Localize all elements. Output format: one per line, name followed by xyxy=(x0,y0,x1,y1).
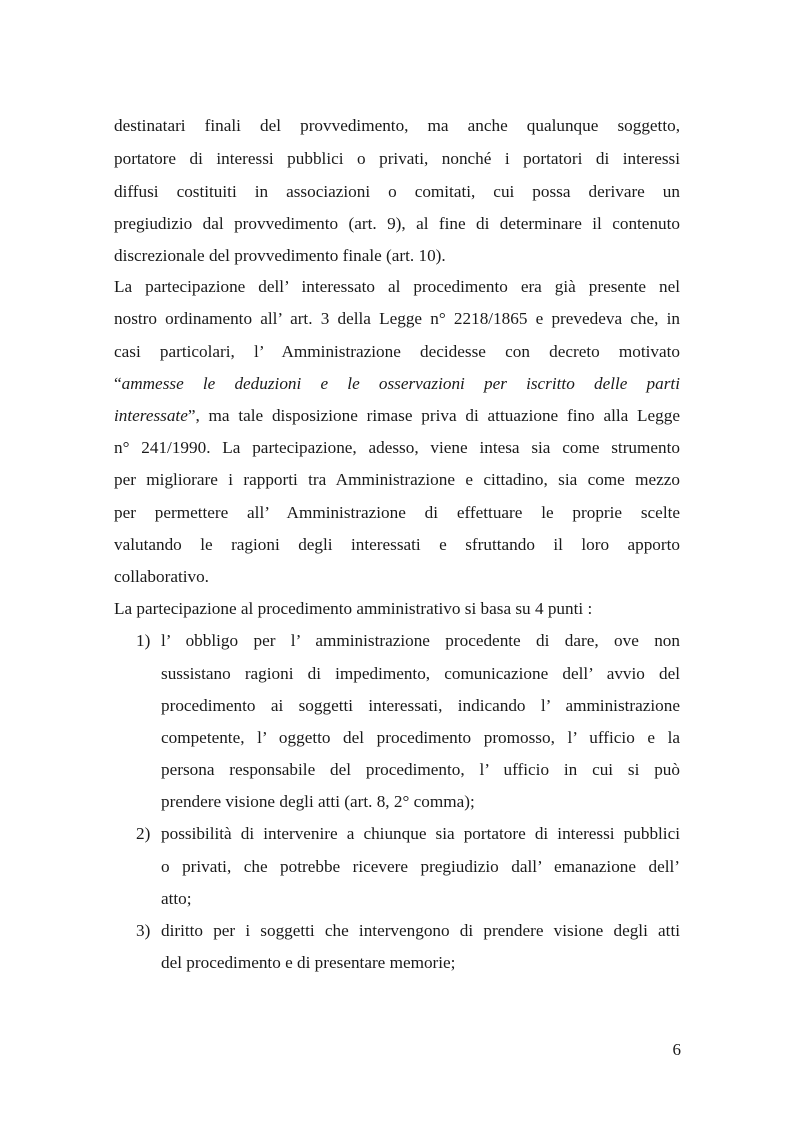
paragraph-line: n° 241/1990. La partecipazione, adesso, viene intesa sia come strumento xyxy=(114,438,680,457)
paragraph-line: La partecipazione dell’ interessato al procedimento era già presente nel xyxy=(114,277,680,296)
italic-quotation: ammesse le deduzioni e le osservazioni per iscritto delle parti xyxy=(121,374,680,393)
paragraph-line: per permettere all’ Amministrazione di effettuare le proprie scelte xyxy=(114,503,680,522)
list-item xyxy=(136,631,680,651)
paragraph-line: diffusi costituiti in associazioni o comitati, cui possa derivare un xyxy=(114,182,680,201)
paragraph-line xyxy=(114,374,680,394)
list-item-line: competente, l’ oggetto del procedimento promosso, l’ ufficio e la xyxy=(161,728,680,747)
list-item-line: procedimento ai soggetti interessati, indicando l’ amministrazione xyxy=(161,696,680,715)
list-item-line: o privati, che potrebbe ricevere pregiudizio dall’ emanazione dell’ xyxy=(161,857,680,876)
paragraph-line: collaborativo. xyxy=(114,567,209,586)
paragraph-line: per migliorare i rapporti tra Amministrazione e cittadino, sia come mezzo xyxy=(114,470,680,489)
list-item-text: l’ obbligo per l’ amministrazione procedente di dare, ove non xyxy=(161,631,680,650)
list-item-line: atto; xyxy=(161,889,192,908)
page-number: 6 xyxy=(672,1040,681,1059)
paragraph-line: pregiudizio dal provvedimento (art. 9), al fine di determinare il contenuto xyxy=(114,214,680,233)
list-item-line: del procedimento e di presentare memorie; xyxy=(161,953,456,972)
paragraph-line: La partecipazione al procedimento amministrativo si basa su 4 punti : xyxy=(114,599,593,618)
list-item-line: prendere visione degli atti (art. 8, 2° comma); xyxy=(161,792,475,811)
quotation-tail: ”, ma tale disposizione rimase priva di attuazione fino alla Legge xyxy=(187,406,680,425)
paragraph-line: destinatari finali del provvedimento, ma anche qualunque soggetto, xyxy=(114,116,680,135)
list-item-number: 1) xyxy=(136,631,151,650)
list-item-number: 3) xyxy=(136,921,151,940)
open-quote: “ xyxy=(114,374,122,393)
list-item xyxy=(136,824,680,844)
list-item-text: diritto per i soggetti che intervengono di prendere visione degli atti xyxy=(161,921,680,940)
list-item-text: possibilità di intervenire a chiunque sia portatore di interessi pubblici xyxy=(161,824,680,843)
italic-quotation-end: interessate xyxy=(114,406,188,425)
paragraph-line xyxy=(114,406,680,426)
list-item-line: persona responsabile del procedimento, l’ ufficio in cui si può xyxy=(161,760,680,779)
paragraph-line: nostro ordinamento all’ art. 3 della Legge n° 2218/1865 e prevedeva che, in xyxy=(114,309,680,328)
paragraph-line: portatore di interessi pubblici o privati, nonché i portatori di interessi xyxy=(114,149,680,168)
list-item-number: 2) xyxy=(136,824,151,843)
list-item-line: sussistano ragioni di impedimento, comunicazione dell’ avvio del xyxy=(161,664,680,683)
paragraph-line: discrezionale del provvedimento finale (art. 10). xyxy=(114,246,446,265)
paragraph-line: casi particolari, l’ Amministrazione decidesse con decreto motivato xyxy=(114,342,680,361)
list-item xyxy=(136,921,680,941)
paragraph-line: valutando le ragioni degli interessati e sfruttando il loro apporto xyxy=(114,535,680,554)
